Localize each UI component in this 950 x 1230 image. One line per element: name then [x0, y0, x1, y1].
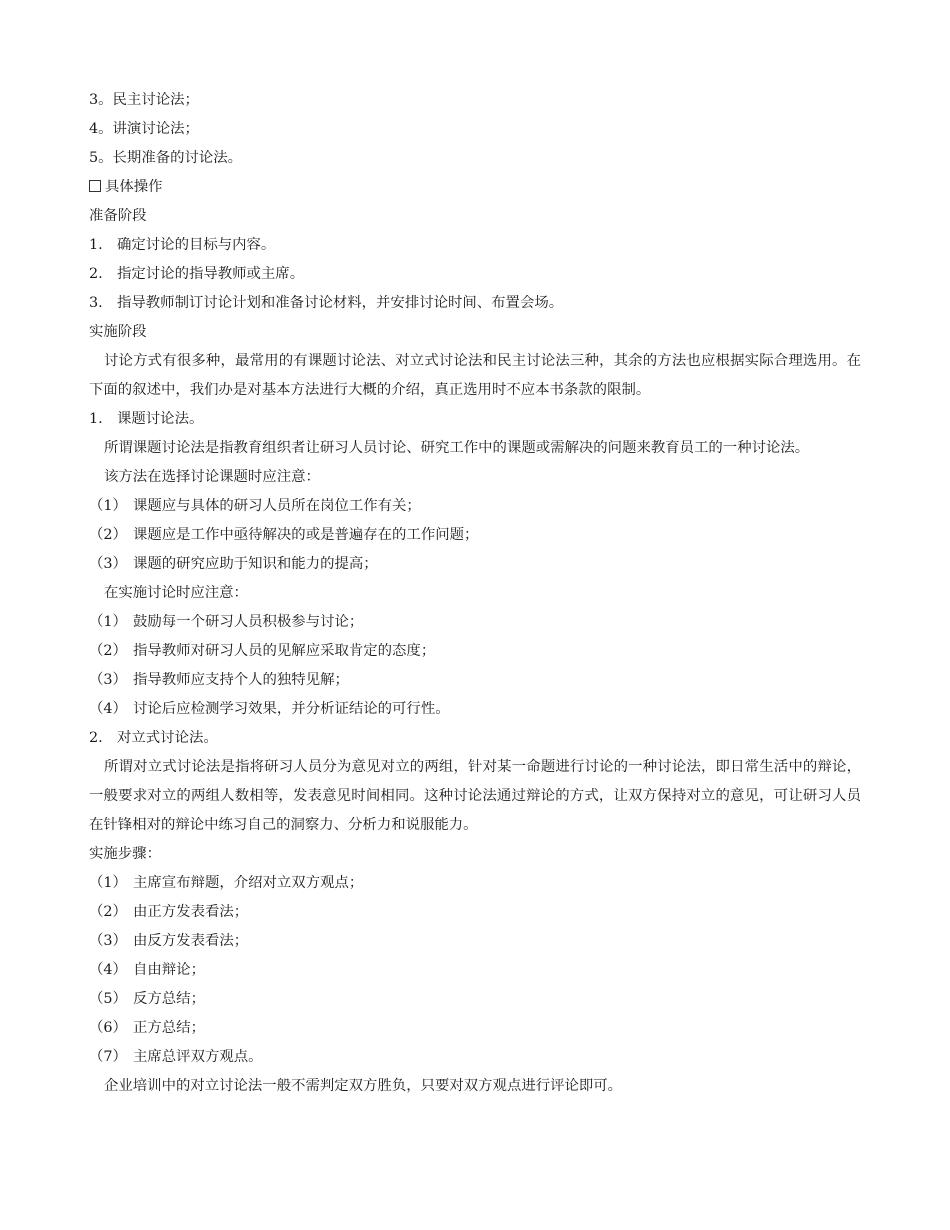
list-item	[89, 695, 861, 724]
item-number: （1）	[89, 614, 127, 630]
item-number: （7）	[89, 1049, 127, 1065]
item-text: 自由辩论；	[133, 962, 205, 978]
list-item	[89, 608, 861, 637]
list-item	[89, 666, 861, 695]
impl-stage-title: 实施阶段	[89, 324, 147, 340]
item-number: （2）	[89, 904, 127, 920]
item-number: （2）	[89, 643, 127, 659]
method1-topic-note: 该方法在选择讨论课题时应注意：	[104, 469, 320, 485]
list-item	[89, 289, 861, 318]
checkbox-square-icon	[89, 180, 101, 192]
item-number: 2.	[89, 730, 103, 746]
item-text: 鼓励每一个研习人员积极参与讨论；	[133, 614, 364, 630]
section-heading-text: 具体操作	[105, 179, 163, 195]
method2-title: 对立式讨论法。	[117, 730, 218, 746]
item-number: （3）	[89, 933, 127, 949]
item-number: 2.	[89, 266, 103, 282]
list-item	[89, 260, 861, 289]
list-item	[89, 550, 861, 579]
item-text: 指导教师对研习人员的见解应采取肯定的态度；	[133, 643, 436, 659]
method2-heading	[89, 724, 861, 753]
item-number: （5）	[89, 991, 127, 1007]
item-text: 由正方发表看法；	[133, 904, 249, 920]
item-number: （3）	[89, 556, 127, 572]
item-number: 3.	[89, 295, 103, 311]
list-item	[89, 869, 861, 898]
item-text: 由反方发表看法；	[133, 933, 249, 949]
item-number: （4）	[89, 701, 127, 717]
section-heading	[89, 173, 861, 202]
item-number: 1.	[89, 237, 103, 253]
item-text: 反方总结；	[133, 991, 205, 1007]
item-text: 讨论后应检测学习效果，并分析证结论的可行性。	[133, 701, 450, 717]
item-number: （1）	[89, 875, 127, 891]
list-item	[89, 231, 861, 260]
item-number: （3）	[89, 672, 127, 688]
item-text: 指定讨论的指导教师或主席。	[117, 266, 305, 282]
impl-stage-intro: 讨论方式有很多种，最常用的有课题讨论法、对立式讨论法和民主讨论法三种，其余的方法也应根据实际合理选用。在下面的叙述中，我们办是对基本方法进行大概的介绍，真正选用时不应本书条款的限制。	[89, 353, 861, 398]
item-text: 主席宣布辩题，介绍对立双方观点；	[133, 875, 364, 891]
list-item: 4。讲演讨论法；	[89, 121, 199, 137]
item-text: 确定讨论的目标与内容。	[117, 237, 276, 253]
item-number: 1.	[89, 411, 103, 427]
item-text: 课题应与具体的研习人员所在岗位工作有关；	[133, 498, 421, 514]
list-item	[89, 985, 861, 1014]
prep-stage-title: 准备阶段	[89, 208, 147, 224]
list-item	[89, 521, 861, 550]
list-item: 3。民主讨论法；	[89, 92, 199, 108]
list-item	[89, 492, 861, 521]
item-text: 指导教师制订讨论计划和准备讨论材料，并安排讨论时间、布置会场。	[117, 295, 564, 311]
item-text: 正方总结；	[133, 1020, 205, 1036]
method1-description: 所谓课题讨论法是指教育组织者让研习人员讨论、研究工作中的课题或需解决的问题来教育员工的一种讨论法。	[104, 440, 810, 456]
method1-title: 课题讨论法。	[117, 411, 204, 427]
list-item: 5。长期准备的讨论法。	[89, 150, 243, 166]
list-item	[89, 1014, 861, 1043]
item-text: 指导教师应支持个人的独特见解；	[133, 672, 349, 688]
document-page	[89, 86, 861, 1101]
method2-description: 所谓对立式讨论法是指将研习人员分为意见对立的两组，针对某一命题进行讨论的一种讨论法，即日常生活中的辩论，一般要求对立的两组人数相等，发表意见时间相同。这种讨论法通过辩论的方式，让双方保持对立的意见，可让研习人员在针锋相对的辩论中练习自己的洞察力、分析力和说服能力。	[89, 759, 861, 833]
list-item	[89, 927, 861, 956]
item-text: 课题应是工作中亟待解决的或是普遍存在的工作问题；	[133, 527, 479, 543]
item-number: （2）	[89, 527, 127, 543]
item-number: （4）	[89, 962, 127, 978]
item-text: 主席总评双方观点。	[133, 1049, 263, 1065]
method2-closing: 企业培训中的对立讨论法一般不需判定双方胜负，只要对双方观点进行评论即可。	[104, 1078, 623, 1094]
item-number: （6）	[89, 1020, 127, 1036]
item-text: 课题的研究应助于知识和能力的提高；	[133, 556, 378, 572]
item-number: （1）	[89, 498, 127, 514]
list-item	[89, 637, 861, 666]
method1-heading	[89, 405, 861, 434]
method1-impl-note: 在实施讨论时应注意：	[104, 585, 248, 601]
list-item	[89, 956, 861, 985]
list-item	[89, 898, 861, 927]
method2-steps-title: 实施步骤：	[89, 846, 161, 862]
list-item	[89, 1043, 861, 1072]
